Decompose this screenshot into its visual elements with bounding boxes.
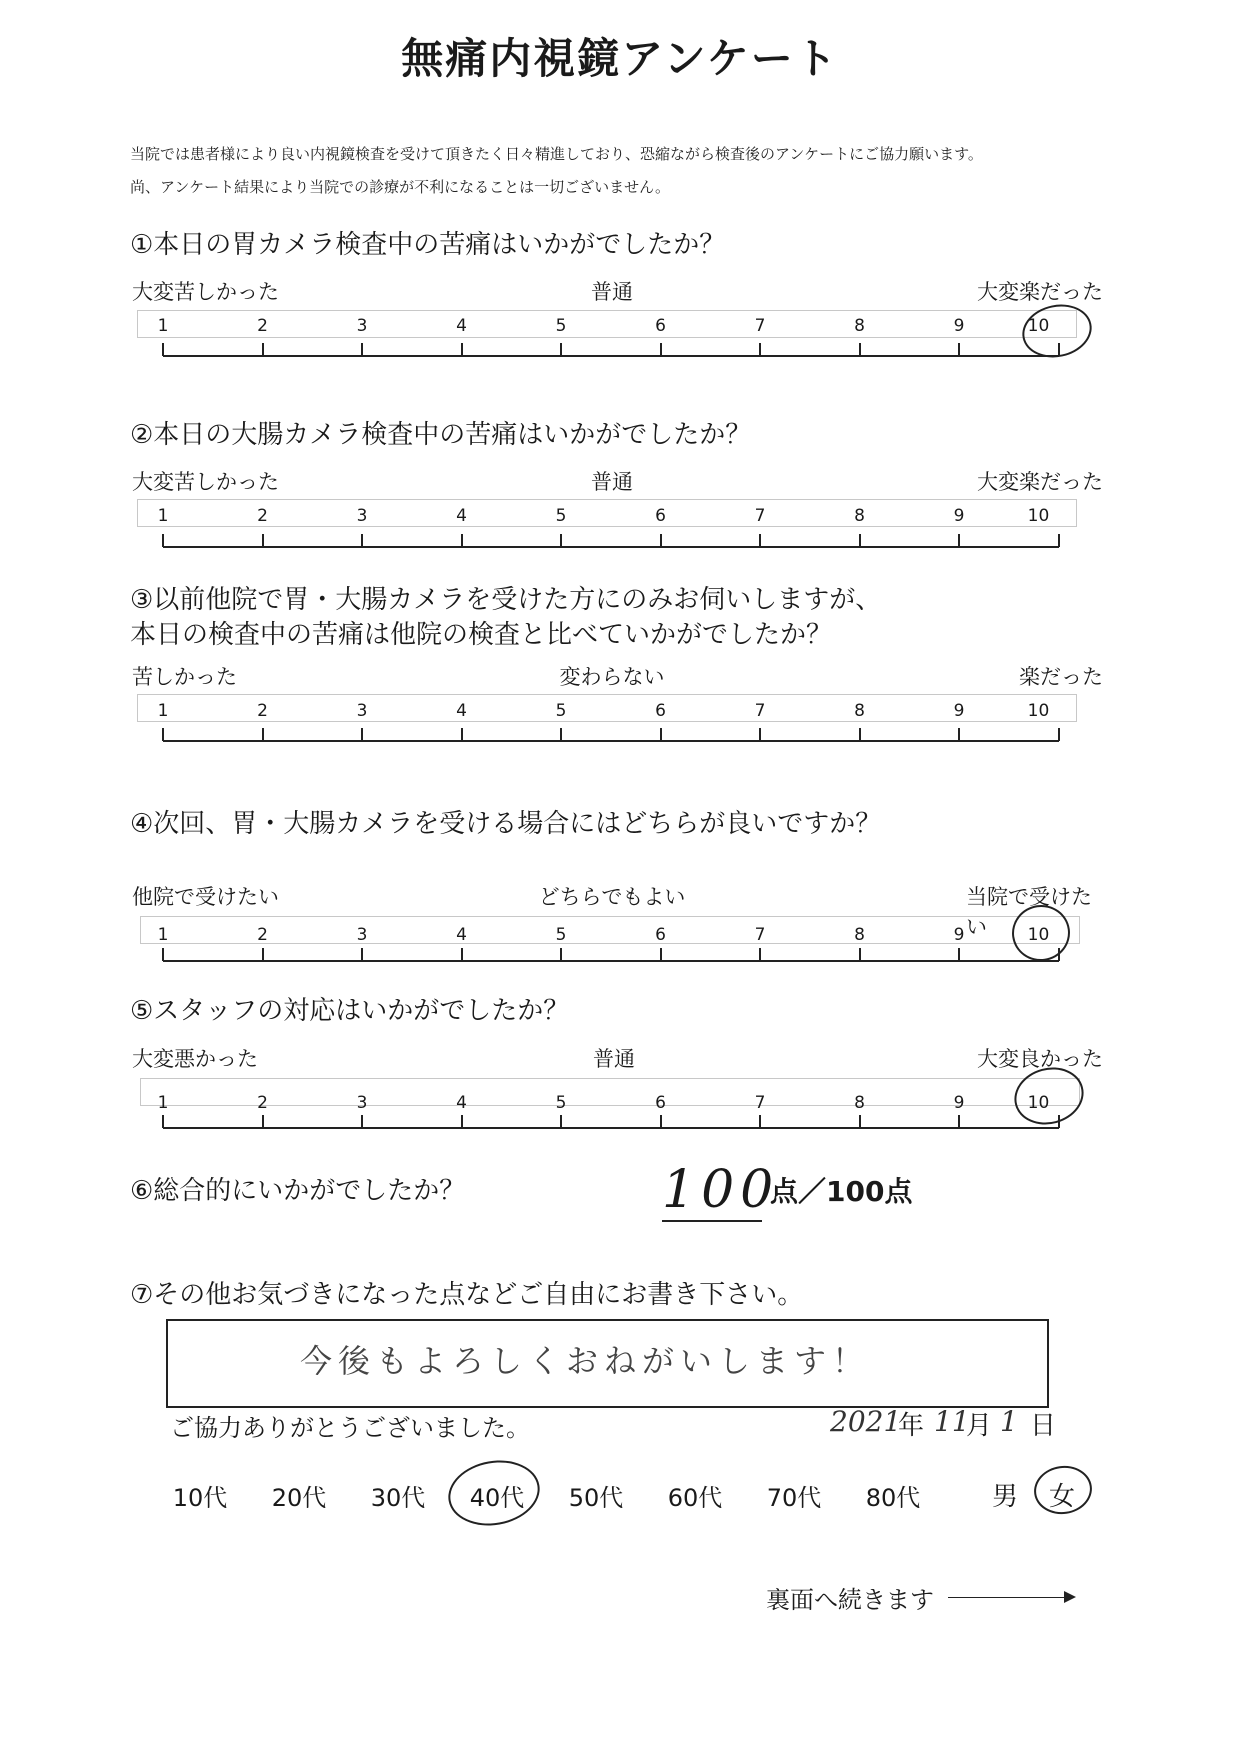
q5-scale-option[interactable]: 3 bbox=[356, 1093, 368, 1113]
q2-scale-option[interactable]: 6 bbox=[655, 506, 666, 526]
q2-scale-tick bbox=[859, 534, 861, 547]
question-2: ②本日の大腸カメラ検査中の苦痛はいかがでしたか？ bbox=[130, 420, 752, 450]
q4-scale-tick bbox=[262, 948, 264, 961]
q5-scale-tick bbox=[361, 1115, 363, 1128]
q3-label-mid: 変わらない bbox=[559, 665, 665, 689]
q1-scale-tick bbox=[1058, 343, 1060, 356]
date-month-unit: 月 bbox=[966, 1411, 993, 1441]
q2-scale-option[interactable]: 1 bbox=[157, 506, 169, 526]
q4-scale-box bbox=[140, 916, 1080, 944]
question-3-line-2: 本日の検査中の苦痛は他院の検査と比べていかがでしたか？ bbox=[130, 620, 833, 650]
q3-scale-tick bbox=[461, 728, 463, 741]
q3-scale-tick bbox=[660, 728, 662, 741]
score-value[interactable]: 100 bbox=[662, 1160, 780, 1220]
intro-line-2: 尚、アンケート結果により当院での診療が不利になることは一切ございません。 bbox=[130, 178, 671, 196]
q2-label-left: 大変苦しかった bbox=[132, 470, 279, 494]
q3-scale-option[interactable]: 8 bbox=[854, 701, 865, 721]
q5-scale-tick bbox=[859, 1115, 861, 1128]
q4-scale-option[interactable]: 9 bbox=[953, 925, 965, 945]
question-7: ⑦その他お気づきになった点などご自由にお書き下さい。 bbox=[130, 1280, 804, 1310]
q1-scale-tick bbox=[361, 343, 363, 356]
q3-label-left: 苦しかった bbox=[132, 665, 237, 689]
date-month[interactable]: 11 bbox=[934, 1405, 970, 1438]
q4-scale-option[interactable]: 1 bbox=[157, 925, 169, 945]
q1-scale-option[interactable]: 7 bbox=[754, 316, 766, 336]
q3-scale-option[interactable]: 9 bbox=[953, 701, 965, 721]
q2-scale-tick bbox=[1058, 534, 1060, 547]
q1-label-right: 大変楽だった bbox=[977, 280, 1103, 304]
thanks-message: ご協力ありがとうございました。 bbox=[170, 1414, 530, 1442]
q3-scale-option[interactable]: 7 bbox=[754, 701, 766, 721]
q2-scale-option[interactable]: 8 bbox=[854, 506, 865, 526]
date-year-unit: 年 bbox=[898, 1411, 925, 1441]
q5-scale-option[interactable]: 7 bbox=[754, 1093, 766, 1113]
gender-option-male[interactable]: 男 bbox=[991, 1482, 1019, 1512]
q2-scale-option[interactable]: 10 bbox=[1027, 506, 1050, 526]
q3-scale-tick bbox=[560, 728, 562, 741]
q3-scale-tick bbox=[958, 728, 960, 741]
q4-label-mid: どちらでもよい bbox=[538, 885, 686, 909]
q1-scale-axis bbox=[163, 355, 1059, 357]
q4-scale-option[interactable]: 10 bbox=[1027, 925, 1050, 945]
q2-scale-tick bbox=[361, 534, 363, 547]
page-title: 無痛内視鏡アンケート bbox=[401, 34, 839, 83]
q2-scale-option[interactable]: 5 bbox=[555, 506, 567, 526]
q3-scale-tick bbox=[1058, 728, 1060, 741]
date-day-unit: 日 bbox=[1030, 1411, 1057, 1441]
q5-scale-option[interactable]: 10 bbox=[1027, 1093, 1050, 1113]
gender-selected-circle bbox=[1031, 1462, 1095, 1518]
q5-scale-tick bbox=[560, 1115, 562, 1128]
intro-line-1: 当院では患者様により良い内視鏡検査を受けて頂きたく日々精進しており、恐縮ながら検査後のアンケートにご協力願います。 bbox=[130, 145, 983, 163]
q2-scale-tick bbox=[262, 534, 264, 547]
q3-scale-option[interactable]: 5 bbox=[555, 701, 567, 721]
q2-scale-option[interactable]: 3 bbox=[356, 506, 368, 526]
q3-scale-box bbox=[137, 694, 1077, 722]
q5-scale-option[interactable]: 5 bbox=[555, 1093, 567, 1113]
q1-scale-option[interactable]: 5 bbox=[555, 316, 567, 336]
q5-scale-option[interactable]: 4 bbox=[456, 1093, 467, 1113]
q1-scale-tick bbox=[660, 343, 662, 356]
q1-scale-option[interactable]: 3 bbox=[356, 316, 368, 336]
q1-scale-option[interactable]: 8 bbox=[854, 316, 865, 336]
q5-scale-tick bbox=[759, 1115, 761, 1128]
question-3-line-1: ③以前他院で胃・大腸カメラを受けた方にのみお伺いしますが、 bbox=[130, 585, 882, 615]
q4-scale-option[interactable]: 7 bbox=[754, 925, 766, 945]
q4-scale-tick bbox=[162, 948, 164, 961]
q3-scale-tick bbox=[162, 728, 164, 741]
q2-scale-option[interactable]: 9 bbox=[953, 506, 965, 526]
q1-label-left: 大変苦しかった bbox=[132, 280, 279, 304]
q4-scale-tick bbox=[461, 948, 463, 961]
q1-scale-option[interactable]: 4 bbox=[456, 316, 467, 336]
q5-label-mid: 普通 bbox=[593, 1047, 635, 1071]
q5-scale-option[interactable]: 1 bbox=[157, 1093, 169, 1113]
q2-label-mid: 普通 bbox=[591, 470, 633, 494]
q2-scale-tick bbox=[759, 534, 761, 547]
q1-scale-option[interactable]: 9 bbox=[953, 316, 965, 336]
continue-arrow-line bbox=[948, 1597, 1066, 1598]
age-option[interactable]: 60代 bbox=[667, 1484, 723, 1512]
question-5: ⑤スタッフの対応はいかがでしたか？ bbox=[130, 996, 570, 1026]
age-option[interactable]: 50代 bbox=[568, 1484, 624, 1512]
age-option[interactable]: 10代 bbox=[172, 1484, 228, 1512]
q5-label-right: 大変良かった bbox=[977, 1047, 1103, 1071]
date-day[interactable]: 1 bbox=[1000, 1405, 1018, 1438]
q4-scale-tick bbox=[859, 948, 861, 961]
age-option[interactable]: 40代 bbox=[469, 1484, 525, 1512]
q5-scale-tick bbox=[461, 1115, 463, 1128]
q4-scale-tick bbox=[560, 948, 562, 961]
q4-scale-option[interactable]: 5 bbox=[555, 925, 567, 945]
q2-scale-option[interactable]: 2 bbox=[257, 506, 268, 526]
q2-scale-axis bbox=[163, 546, 1059, 548]
q5-scale-tick bbox=[1058, 1115, 1060, 1128]
question-4: ④次回、胃・大腸カメラを受ける場合にはどちらが良いですか？ bbox=[130, 809, 882, 839]
q5-scale-box bbox=[140, 1078, 1080, 1106]
q2-scale-tick bbox=[162, 534, 164, 547]
q3-scale-option[interactable]: 3 bbox=[356, 701, 368, 721]
q1-scale-tick bbox=[461, 343, 463, 356]
q1-scale-box bbox=[137, 310, 1077, 338]
score-unit: 点／100点 bbox=[770, 1175, 913, 1208]
q2-scale-tick bbox=[660, 534, 662, 547]
q4-scale-option[interactable]: 2 bbox=[257, 925, 268, 945]
continue-arrow-icon bbox=[1064, 1591, 1076, 1603]
q5-scale-option[interactable]: 2 bbox=[257, 1093, 268, 1113]
question-6: ⑥総合的にいかがでしたか？ bbox=[130, 1176, 466, 1206]
q1-scale-tick bbox=[560, 343, 562, 356]
q5-scale-tick bbox=[262, 1115, 264, 1128]
q4-scale-axis bbox=[163, 960, 1059, 962]
q5-label-left: 大変悪かった bbox=[132, 1047, 258, 1071]
q1-scale-option[interactable]: 2 bbox=[257, 316, 268, 336]
age-option[interactable]: 30代 bbox=[370, 1484, 426, 1512]
q3-scale-tick bbox=[859, 728, 861, 741]
q2-scale-tick bbox=[560, 534, 562, 547]
q2-scale-option[interactable]: 7 bbox=[754, 506, 766, 526]
q2-scale-tick bbox=[461, 534, 463, 547]
q5-scale-tick bbox=[958, 1115, 960, 1128]
q4-scale-option[interactable]: 3 bbox=[356, 925, 368, 945]
q2-scale-option[interactable]: 4 bbox=[456, 506, 467, 526]
q1-scale-tick bbox=[759, 343, 761, 356]
q3-scale-tick bbox=[759, 728, 761, 741]
q4-label-left: 他院で受けたい bbox=[132, 885, 279, 909]
q4-scale-tick bbox=[1058, 948, 1060, 961]
q4-scale-tick bbox=[361, 948, 363, 961]
date-year[interactable]: 2021 bbox=[830, 1405, 902, 1438]
q4-scale-option[interactable]: 6 bbox=[655, 925, 666, 945]
gender-option-female[interactable]: 女 bbox=[1048, 1482, 1076, 1512]
q4-label-right: 当院で受けたい bbox=[966, 885, 1092, 939]
q4-scale-tick bbox=[958, 948, 960, 961]
q2-scale-tick bbox=[958, 534, 960, 547]
q3-scale-option[interactable]: 1 bbox=[157, 701, 169, 721]
q4-scale-option[interactable]: 8 bbox=[854, 925, 865, 945]
q1-scale-tick bbox=[859, 343, 861, 356]
q1-scale-option[interactable]: 10 bbox=[1027, 316, 1050, 336]
q5-scale-option[interactable]: 9 bbox=[953, 1093, 965, 1113]
question-1: ①本日の胃カメラ検査中の苦痛はいかがでしたか？ bbox=[130, 230, 726, 260]
q1-scale-tick bbox=[162, 343, 164, 356]
age-option[interactable]: 70代 bbox=[766, 1484, 822, 1512]
age-option[interactable]: 80代 bbox=[865, 1484, 921, 1512]
q3-scale-option[interactable]: 10 bbox=[1027, 701, 1050, 721]
continue-note: 裏面へ続きます bbox=[766, 1586, 934, 1614]
q4-scale-tick bbox=[660, 948, 662, 961]
q1-scale-tick bbox=[262, 343, 264, 356]
q5-scale-tick bbox=[162, 1115, 164, 1128]
q5-scale-tick bbox=[660, 1115, 662, 1128]
q5-scale-option[interactable]: 8 bbox=[854, 1093, 865, 1113]
q5-scale-axis bbox=[163, 1127, 1059, 1129]
q3-scale-option[interactable]: 2 bbox=[257, 701, 268, 721]
q3-scale-option[interactable]: 4 bbox=[456, 701, 467, 721]
q1-scale-option[interactable]: 6 bbox=[655, 316, 666, 336]
q3-scale-axis bbox=[163, 740, 1059, 742]
q3-scale-tick bbox=[262, 728, 264, 741]
q1-scale-option[interactable]: 1 bbox=[157, 316, 169, 336]
q4-scale-tick bbox=[759, 948, 761, 961]
comment-text: 今後もよろしくおねがいします！ bbox=[300, 1342, 871, 1380]
age-selected-circle bbox=[443, 1453, 545, 1532]
q2-scale-box bbox=[137, 499, 1077, 527]
age-option[interactable]: 20代 bbox=[271, 1484, 327, 1512]
q3-scale-option[interactable]: 6 bbox=[655, 701, 666, 721]
q1-label-mid: 普通 bbox=[591, 280, 633, 304]
q3-label-right: 楽だった bbox=[1019, 665, 1103, 689]
q1-scale-tick bbox=[958, 343, 960, 356]
q3-scale-tick bbox=[361, 728, 363, 741]
q4-scale-option[interactable]: 4 bbox=[456, 925, 467, 945]
q5-scale-option[interactable]: 6 bbox=[655, 1093, 666, 1113]
q2-label-right: 大変楽だった bbox=[977, 470, 1103, 494]
